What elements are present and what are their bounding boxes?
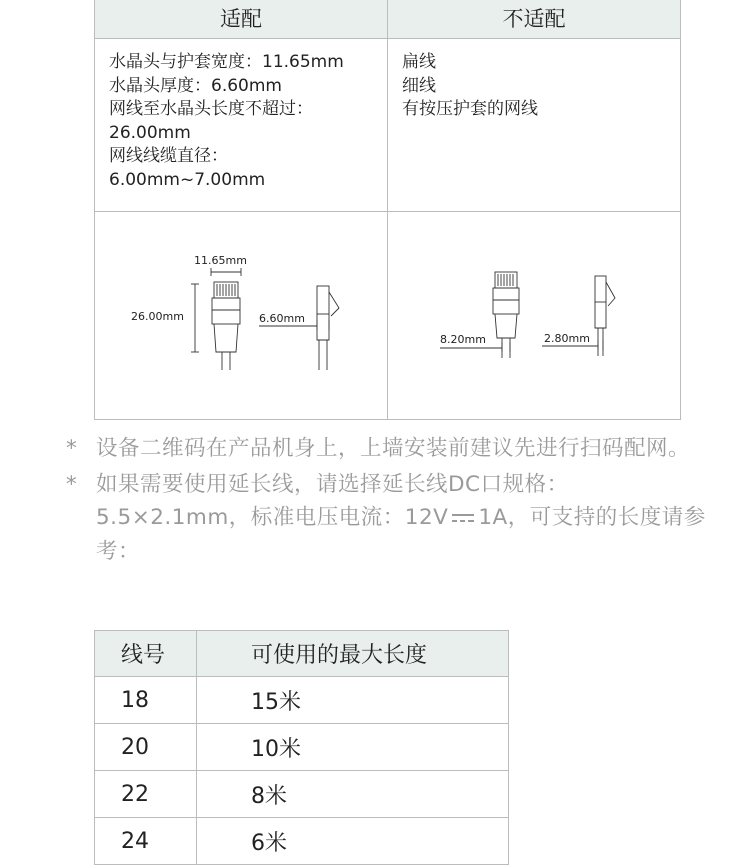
length-cell: 10米: [197, 724, 509, 771]
note-extension-cable: [66, 468, 716, 569]
length-cell: 6米: [197, 818, 509, 865]
spec-line: 水晶头与护套宽度：11.65mm: [109, 52, 344, 72]
note-text-after: 1A，可支持的长度请参考：: [96, 505, 706, 564]
unfit-item: 细线: [402, 75, 436, 96]
gauge-cell: 22: [95, 771, 197, 818]
bullet-icon: *: [66, 436, 78, 461]
gauge-cell: 18: [95, 677, 197, 724]
length-cell: 8米: [197, 771, 509, 818]
unfit-item: 扁线: [402, 52, 436, 72]
spec-line: 6.00mm~7.00mm: [109, 169, 266, 190]
spec-line: 网线线缆直径：: [109, 146, 228, 166]
length-cell: 15米: [197, 677, 509, 724]
unfit-drawing-cell: [388, 212, 681, 420]
unfit-thickness-label: 2.80mm: [544, 332, 590, 345]
fit-specs-cell: [95, 39, 388, 212]
note-text-before: 如果需要使用延长线，请选择延长线DC口规格：5.5×2.1mm，标准电压电流：12V: [96, 471, 569, 530]
unfit-item: 有按压护套的网线: [402, 99, 538, 119]
spec-line: 网线至水晶头长度不超过：: [109, 99, 313, 119]
unfit-connector-drawing: [388, 212, 680, 415]
unfit-width-label: 8.20mm: [440, 333, 486, 346]
note-text: 设备二维码在产品机身上，上墙安装前建议先进行扫码配网。: [96, 436, 691, 461]
compatibility-table: [94, 0, 681, 420]
header-length: 可使用的最大长度: [197, 631, 509, 677]
table-row: [95, 771, 509, 818]
thickness-dimension-label: 6.60mm: [259, 312, 305, 325]
notes: [66, 432, 716, 570]
header-gauge: 线号: [95, 631, 197, 677]
spec-line: 水晶头厚度：6.60mm: [109, 75, 282, 96]
width-dimension-label: 11.65mm: [194, 254, 247, 267]
gauge-cell: 24: [95, 818, 197, 865]
cable-length-table: [94, 630, 509, 865]
table-row: [95, 724, 509, 771]
spec-line: 26.00mm: [109, 122, 191, 143]
table-row: [95, 818, 509, 865]
fit-connector-drawing: [95, 212, 387, 415]
fit-drawing-cell: [95, 212, 388, 420]
dc-symbol-icon: [452, 511, 474, 525]
header-unfit: 不适配: [388, 0, 681, 39]
length-dimension-label: 26.00mm: [131, 310, 184, 323]
unfit-items-cell: [388, 39, 681, 212]
header-fit: 适配: [95, 0, 388, 39]
bullet-icon: *: [66, 471, 78, 497]
table-row: [95, 677, 509, 724]
note-qr-code: [66, 432, 716, 466]
gauge-cell: 20: [95, 724, 197, 771]
